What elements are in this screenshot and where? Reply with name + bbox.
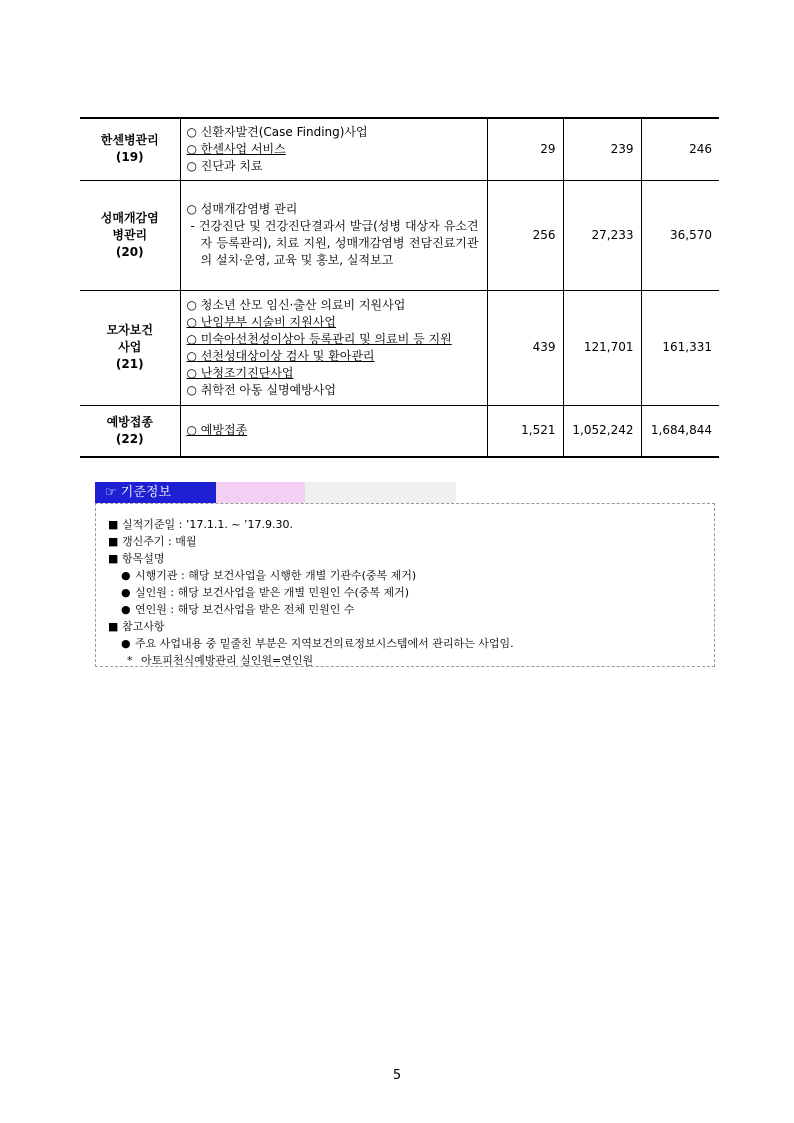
value-total: 161,331 bbox=[641, 290, 719, 405]
info-title: ☞ 기준정보 bbox=[95, 482, 216, 503]
value-actual: 121,701 bbox=[563, 290, 641, 405]
category-line: 예방접종 bbox=[106, 414, 153, 429]
bullet-marker: ■ bbox=[108, 518, 119, 531]
category-line: 병관리 bbox=[112, 227, 148, 242]
program-item: ○ 성매개감염병 관리 bbox=[186, 202, 298, 216]
table-row bbox=[80, 405, 719, 457]
info-line-text: 실인원 : 해당 보건사업을 받은 개별 민원인 수(중복 제거) bbox=[135, 586, 410, 599]
program-item: ○ 예방접종 bbox=[186, 423, 248, 438]
info-line-text: 아토피천식예방관리 실인원=연인원 bbox=[141, 654, 314, 667]
category-line: 성매개감염 bbox=[100, 210, 159, 225]
program-description bbox=[180, 180, 487, 290]
info-line-text: 연인원 : 해당 보건사업을 받은 전체 민원인 수 bbox=[135, 603, 355, 616]
info-line bbox=[108, 533, 514, 550]
value-institutions: 1,521 bbox=[487, 405, 563, 457]
program-category bbox=[80, 118, 180, 180]
info-line-text: 갱신주기 : 매월 bbox=[122, 535, 197, 548]
program-item: ○ 청소년 산모 임신·출산 의료비 지원사업 bbox=[186, 297, 406, 312]
info-line bbox=[108, 516, 514, 533]
program-item: ○ 선천성대상이상 검사 및 환아관리 bbox=[186, 348, 375, 363]
info-line bbox=[108, 635, 514, 652]
page-number: 5 bbox=[392, 1068, 402, 1083]
bullet-marker: ● bbox=[121, 603, 131, 616]
category-line: (20) bbox=[115, 244, 144, 259]
value-actual: 1,052,242 bbox=[563, 405, 641, 457]
value-institutions: 439 bbox=[487, 290, 563, 405]
value-institutions: 256 bbox=[487, 180, 563, 290]
info-line bbox=[108, 584, 514, 601]
bullet-marker: ■ bbox=[108, 552, 119, 565]
program-description bbox=[180, 290, 487, 405]
info-line-text: 항목설명 bbox=[122, 552, 165, 565]
program-item: ○ 난청조기진단사업 bbox=[186, 365, 294, 380]
program-item: ○ 미숙아선천성이상아 등록관리 및 의료비 등 지원 bbox=[186, 331, 452, 346]
info-line bbox=[108, 567, 514, 584]
category-line: 사업 bbox=[118, 340, 142, 354]
program-item: ○ 진단과 치료 bbox=[186, 158, 263, 173]
table-body bbox=[80, 118, 719, 457]
program-description bbox=[180, 118, 487, 180]
info-line bbox=[108, 550, 514, 567]
bullet-marker: ■ bbox=[108, 620, 119, 633]
program-category bbox=[80, 290, 180, 405]
value-actual: 27,233 bbox=[563, 180, 641, 290]
value-total: 36,570 bbox=[641, 180, 719, 290]
program-item: ○ 취학전 아동 실명예방사업 bbox=[186, 382, 336, 397]
program-item: ○ 신환자발견(Case Finding)사업 bbox=[186, 124, 368, 139]
program-category bbox=[80, 405, 180, 457]
value-total: 1,684,844 bbox=[641, 405, 719, 457]
info-line-text: 실적기준일 : ’17.1.1. ~ ’17.9.30. bbox=[122, 518, 293, 531]
table-row bbox=[80, 118, 719, 180]
program-item: ○ 한센사업 서비스 bbox=[186, 141, 286, 156]
category-line: (19) bbox=[115, 150, 144, 165]
info-line bbox=[108, 601, 514, 618]
program-category bbox=[80, 180, 180, 290]
value-total: 246 bbox=[641, 118, 719, 180]
bullet-marker: ■ bbox=[108, 535, 119, 548]
info-line-text: 참고사항 bbox=[122, 620, 165, 633]
bullet-marker: ● bbox=[121, 586, 131, 599]
category-line: 모자보건 bbox=[106, 323, 153, 337]
banner-pink-block bbox=[216, 482, 305, 503]
category-line: (22) bbox=[115, 431, 144, 446]
health-program-table bbox=[80, 117, 719, 458]
value-actual: 239 bbox=[563, 118, 641, 180]
category-line: (21) bbox=[115, 357, 144, 371]
info-line bbox=[108, 652, 514, 669]
info-banner bbox=[95, 482, 456, 503]
program-item: ○ 난임부부 시술비 지원사업 bbox=[186, 314, 336, 329]
bullet-marker: ● bbox=[121, 637, 131, 650]
table-row bbox=[80, 290, 719, 405]
info-notes bbox=[108, 516, 514, 669]
info-line bbox=[108, 618, 514, 635]
info-line-text: 시행기관 : 해당 보건사업을 시행한 개별 기관수(중복 제거) bbox=[135, 569, 417, 582]
bullet-marker: ● bbox=[121, 569, 131, 582]
program-sub-item: - 건강진단 및 건강진단결과서 발급(성병 대상자 유소견자 등록관리), 치료 지원, 성매개감염병 전담진료기관의 설치·운영, 교육 및 홍보, 실적보고 bbox=[190, 219, 479, 267]
info-line-text: 주요 사업내용 중 밑줄친 부분은 지역보건의료정보시스템에서 관리하는 사업임. bbox=[135, 637, 514, 650]
category-line: 한센병관리 bbox=[100, 133, 159, 148]
banner-grey-block bbox=[305, 482, 456, 503]
bullet-marker: * bbox=[127, 654, 133, 667]
program-description bbox=[180, 405, 487, 457]
table-row bbox=[80, 180, 719, 290]
value-institutions: 29 bbox=[487, 118, 563, 180]
